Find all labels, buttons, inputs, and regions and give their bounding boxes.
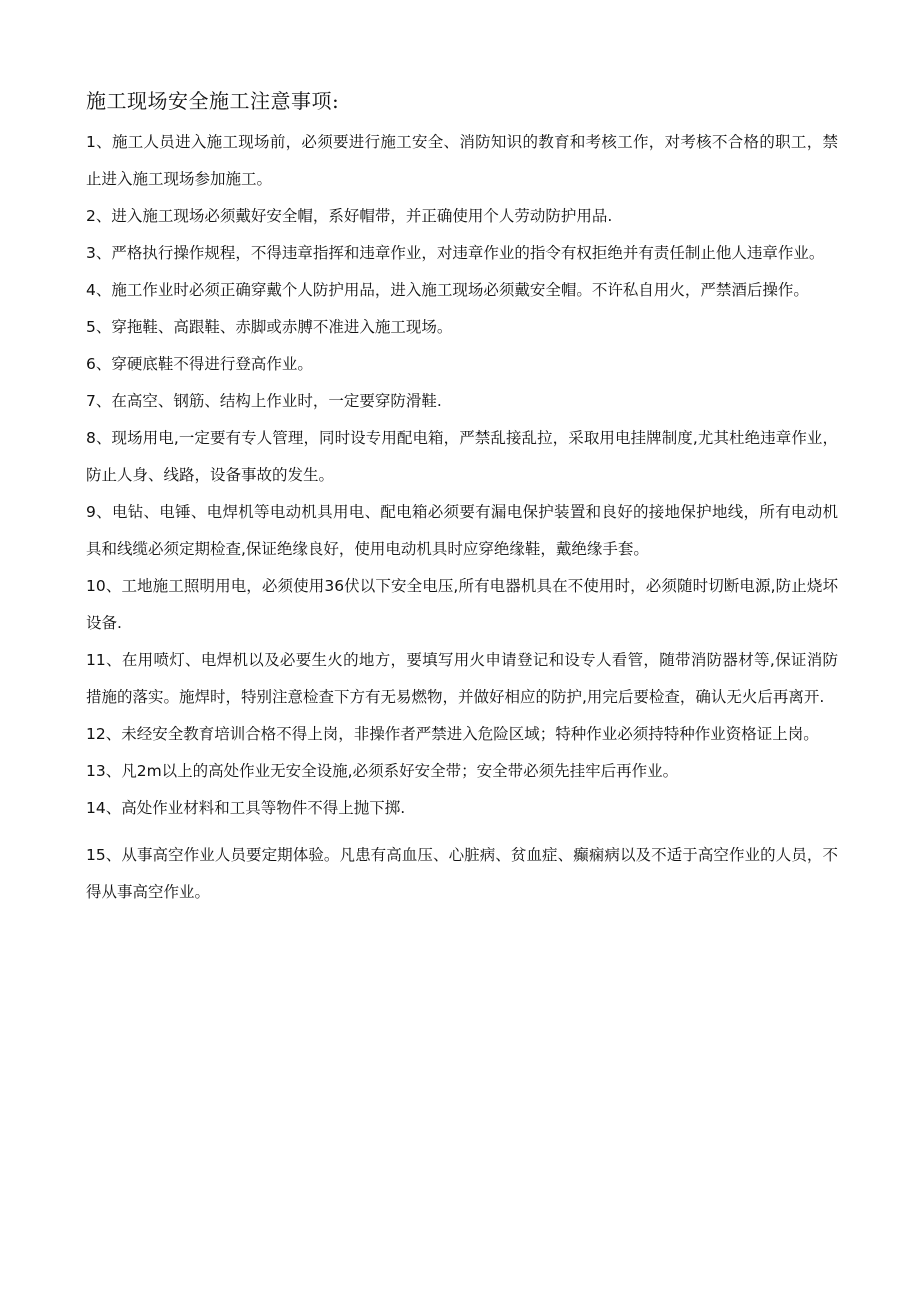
rule-item-11: 11、在用喷灯、电焊机以及必要生火的地方，要填写用火申请登记和设专人看管，随带消防器材等,保证消防措施的落实。施焊时，特别注意检查下方有无易燃物，并做好相应的防护,用完后要检查，确认无火后再离开. — [86, 651, 838, 706]
document-title: 施工现场安全施工注意事项: — [86, 89, 340, 113]
safety-rules-list — [86, 124, 838, 911]
rule-item-4: 4、施工作业时必须正确穿戴个人防护用品，进入施工现场必须戴安全帽。不许私自用火，严禁酒后操作。 — [86, 281, 809, 299]
rule-item-10: 10、工地施工照明用电，必须使用36伏以下安全电压,所有电器机具在不使用时，必须随时切断电源,防止烧坏设备. — [86, 577, 838, 632]
document-page — [86, 86, 838, 911]
rule-item-14: 14、高处作业材料和工具等物件不得上抛下掷. — [86, 799, 406, 817]
rule-item-2: 2、进入施工现场必须戴好安全帽，系好帽带，并正确使用个人劳动防护用品. — [86, 207, 613, 225]
rule-item-9: 9、电钻、电锤、电焊机等电动机具用电、配电箱必须要有漏电保护装置和良好的接地保护地线，所有电动机具和线缆必须定期检查,保证绝缘良好，使用电动机具时应穿绝缘鞋，戴绝缘手套。 — [86, 503, 838, 558]
rule-item-1: 1、施工人员进入施工现场前，必须要进行施工安全、消防知识的教育和考核工作，对考核不合格的职工，禁止进入施工现场参加施工。 — [86, 133, 838, 188]
rule-item-3: 3、严格执行操作规程，不得违章指挥和违章作业，对违章作业的指令有权拒绝并有责任制止他人违章作业。 — [86, 244, 825, 262]
rule-item-5: 5、穿拖鞋、高跟鞋、赤脚或赤膊不准进入施工现场。 — [86, 318, 453, 336]
rule-item-12: 12、未经安全教育培训合格不得上岗，非操作者严禁进入危险区域；特种作业必须持特种作业资格证上岗。 — [86, 725, 819, 743]
rule-item-6: 6、穿硬底鞋不得进行登高作业。 — [86, 355, 313, 373]
rule-item-13: 13、凡2m以上的高处作业无安全设施,必须系好安全带；安全带必须先挂牢后再作业。 — [86, 762, 679, 780]
rule-item-7: 7、在高空、钢筋、结构上作业时，一定要穿防滑鞋. — [86, 392, 442, 410]
rule-item-15: 15、从事高空作业人员要定期体验。凡患有高血压、心脏病、贫血症、癫痫病以及不适于高空作业的人员，不得从事高空作业。 — [86, 846, 838, 901]
rule-item-8: 8、现场用电,一定要有专人管理，同时设专用配电箱，严禁乱接乱拉，采取用电挂牌制度,尤其杜绝违章作业，防止人身、线路，设备事故的发生。 — [86, 429, 838, 484]
